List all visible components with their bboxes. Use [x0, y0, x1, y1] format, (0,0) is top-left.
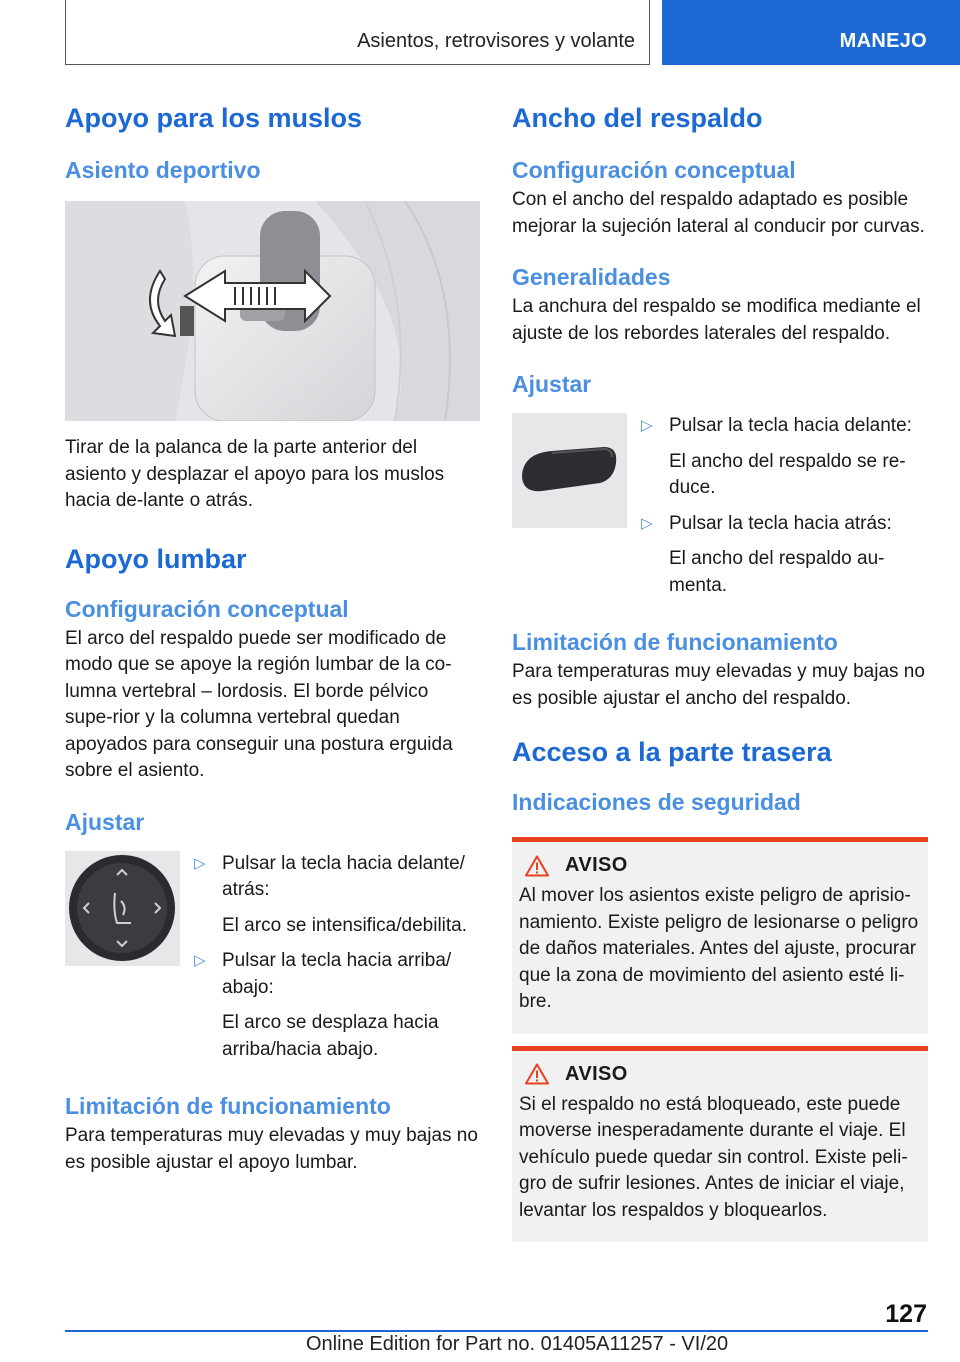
warning-triangle-icon: [525, 855, 549, 877]
warning-title: [525, 854, 921, 877]
heading-thigh-support: Apoyo para los muslos: [65, 103, 363, 133]
heading-safety: Indicaciones de seguridad: [512, 789, 801, 815]
heading-lumbar-concept: Configuración conceptual: [65, 595, 349, 622]
width-switch-illustration: [512, 413, 627, 528]
heading-width-adjust: Ajustar: [512, 371, 592, 397]
warning-box: [512, 1046, 928, 1243]
thigh-support-photo: [65, 201, 480, 421]
lumbar-switch-photo: [65, 851, 180, 966]
list-item: [194, 851, 480, 940]
heading-width-limit: Limitación de funcionamiento: [512, 629, 838, 655]
warning-label: AVISO: [565, 1062, 628, 1085]
adjust-result: El arco se intensifica/debilita.: [222, 914, 468, 936]
heading-general: Generalidades: [512, 264, 671, 290]
section-tab[interactable]: [662, 0, 960, 65]
section-tab-label: MANEJO: [839, 30, 927, 52]
bullet-triangle-icon: ▷: [641, 417, 653, 434]
warning-text: Al mover los asientos existe peligro de aprisio-namiento. Existe peligro de lesionarse o peligro de daños materiales. Antes del ajuste, procurar que la zona de movimiento del asiento esté li-bre.: [519, 885, 919, 1012]
chapter-header: [65, 0, 650, 65]
lumbar-adjust-list: [194, 851, 480, 1064]
warning-title: [525, 1063, 921, 1086]
footer-divider: [65, 1330, 928, 1332]
warning-text: Si el respaldo no está bloqueado, este puede moverse inesperadamente durante el viaje. El vehículo puede quedar sin control. Existe peli-gro de sufrir lesiones. Antes de iniciar el viaje, levantar los respaldos y bloquearlos.: [519, 1093, 908, 1221]
heading-sport-seat: Asiento deportivo: [65, 157, 261, 183]
adjust-result: El ancho del respaldo au-menta.: [669, 548, 885, 596]
width-switch-photo: [512, 413, 627, 528]
warning-triangle-icon: [525, 1063, 549, 1085]
chapter-title: Asientos, retrovisores y volante: [357, 30, 635, 52]
page-number: 127: [885, 1300, 927, 1328]
warning-box: [512, 837, 928, 1034]
width-concept-text: Con el ancho del respaldo adaptado es posible mejorar la sujeción lateral al conducir por curvas.: [512, 189, 925, 237]
list-item: [641, 511, 928, 600]
bullet-triangle-icon: ▷: [641, 514, 653, 532]
seat-illustration: [65, 201, 480, 421]
width-adjust-block: [512, 413, 928, 599]
list-item: [194, 948, 480, 1063]
lumbar-adjust-block: [65, 851, 480, 1064]
lumbar-switch-illustration: [65, 851, 180, 966]
warning-label: AVISO: [565, 854, 628, 876]
lumbar-concept-text: El arco del respaldo puede ser modificado de modo que se apoye la región lumbar de la co-lumna vertebral – lordosis. El borde pélvico supe-rior y la columna vertebral quedan apoyados para conseguir una postura erguida sobre el asiento.: [65, 627, 453, 781]
right-column: [512, 100, 928, 1242]
adjust-action: Pulsar la tecla hacia atrás:: [669, 512, 892, 534]
adjust-action: Pulsar la tecla hacia delante:: [669, 415, 912, 436]
list-item: [641, 413, 928, 502]
edition-text: Online Edition for Part no. 01405A11257 - VI/20: [306, 1333, 729, 1355]
bullet-triangle-icon: ▷: [194, 952, 206, 969]
heading-rear-access: Acceso a la parte trasera: [512, 737, 832, 767]
width-limit-text: Para temperaturas muy elevadas y muy bajas no es posible ajustar el ancho del respaldo.: [512, 661, 925, 709]
lumbar-limit-text: Para temperaturas muy elevadas y muy bajas no es posible ajustar el apoyo lumbar.: [65, 1125, 478, 1173]
heading-width-concept: Configuración conceptual: [512, 157, 796, 183]
heading-backrest-width: Ancho del respaldo: [512, 103, 763, 133]
left-column: [65, 100, 480, 1176]
adjust-result: El arco se desplaza hacia arriba/hacia abajo.: [222, 1012, 439, 1060]
adjust-action: Pulsar la tecla hacia delante/ atrás:: [222, 852, 465, 900]
adjust-action: Pulsar la tecla hacia arriba/ abajo:: [222, 950, 452, 998]
heading-lumbar-adjust: Ajustar: [65, 808, 145, 835]
general-text: La anchura del respaldo se modifica mediante el ajuste de los rebordes laterales del respaldo.: [512, 296, 921, 344]
adjust-result: El ancho del respaldo se re-duce.: [669, 450, 906, 498]
bullet-triangle-icon: ▷: [194, 854, 206, 872]
heading-lumbar-support: Apoyo lumbar: [65, 543, 247, 574]
heading-lumbar-limit: Limitación de funcionamiento: [65, 1093, 391, 1119]
width-adjust-list: [641, 413, 928, 599]
thigh-support-instructions: Tirar de la palanca de la parte anterior del asiento y desplazar el apoyo para los muslos hacia de-lante o atrás.: [65, 437, 445, 511]
